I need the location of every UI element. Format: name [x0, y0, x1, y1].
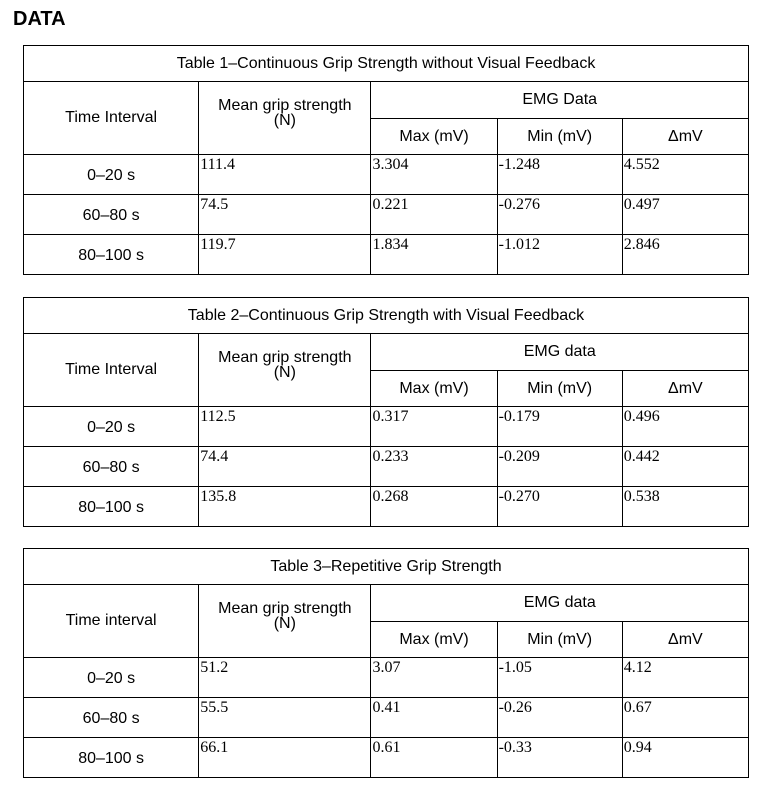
time-interval-cell: 0–20 s [24, 407, 199, 447]
table-row [24, 407, 749, 447]
mean-grip-cell: 51.2 [199, 658, 371, 698]
min-mv-cell: -1.012 [497, 235, 622, 275]
max-mv-cell: 3.07 [371, 658, 497, 698]
delta-mv-cell: 0.538 [622, 487, 748, 527]
mean-header-line1: Mean grip strength [218, 349, 352, 366]
mean-grip-cell: 112.5 [199, 407, 371, 447]
column-header-delta: ΔmV [622, 371, 748, 407]
mean-grip-cell: 119.7 [199, 235, 371, 275]
table-row [24, 155, 749, 195]
time-interval-cell: 0–20 s [24, 658, 199, 698]
table-caption: Table 2–Continuous Grip Strength with Visual Feedback [24, 298, 749, 334]
column-header-time-interval: Time interval [24, 585, 199, 658]
max-mv-cell: 0.233 [371, 447, 497, 487]
column-header-max: Max (mV) [371, 622, 497, 658]
column-header-emg-data: EMG data [371, 334, 749, 371]
column-header-time-interval: Time Interval [24, 334, 199, 407]
mean-header-line1: Mean grip strength [218, 600, 352, 617]
max-mv-cell: 0.268 [371, 487, 497, 527]
table-1 [23, 45, 749, 275]
time-interval-cell: 80–100 s [24, 487, 199, 527]
delta-mv-cell: 0.497 [622, 195, 748, 235]
table-3 [23, 548, 749, 778]
time-interval-cell: 80–100 s [24, 738, 199, 778]
column-header-min: Min (mV) [497, 371, 622, 407]
delta-mv-cell: 0.67 [622, 698, 748, 738]
delta-mv-cell: 0.94 [622, 738, 748, 778]
column-header-time-interval: Time Interval [24, 82, 199, 155]
table-row [24, 698, 749, 738]
mean-grip-cell: 55.5 [199, 698, 371, 738]
column-header-emg-data: EMG data [371, 585, 749, 622]
max-mv-cell: 1.834 [371, 235, 497, 275]
mean-grip-cell: 135.8 [199, 487, 371, 527]
table-row [24, 235, 749, 275]
table-row [24, 447, 749, 487]
time-interval-cell: 60–80 s [24, 698, 199, 738]
delta-mv-cell: 4.552 [622, 155, 748, 195]
mean-grip-cell: 74.4 [199, 447, 371, 487]
table-row [24, 738, 749, 778]
column-header-mean-grip-strength [199, 585, 371, 658]
min-mv-cell: -0.179 [497, 407, 622, 447]
mean-grip-cell: 66.1 [199, 738, 371, 778]
time-interval-cell: 60–80 s [24, 195, 199, 235]
column-header-max: Max (mV) [371, 371, 497, 407]
mean-header-line1: Mean grip strength [218, 97, 352, 114]
min-mv-cell: -1.05 [497, 658, 622, 698]
column-header-emg-data: EMG Data [371, 82, 749, 119]
time-interval-cell: 60–80 s [24, 447, 199, 487]
mean-header-line2: (N) [273, 364, 296, 381]
table-row [24, 487, 749, 527]
table-caption: Table 1–Continuous Grip Strength without Visual Feedback [24, 46, 749, 82]
table-row [24, 195, 749, 235]
time-interval-cell: 80–100 s [24, 235, 199, 275]
table-caption: Table 3–Repetitive Grip Strength [24, 549, 749, 585]
min-mv-cell: -0.33 [497, 738, 622, 778]
min-mv-cell: -0.276 [497, 195, 622, 235]
column-header-delta: ΔmV [622, 622, 748, 658]
max-mv-cell: 0.41 [371, 698, 497, 738]
column-header-mean-grip-strength [199, 82, 371, 155]
column-header-mean-grip-strength [199, 334, 371, 407]
delta-mv-cell: 4.12 [622, 658, 748, 698]
max-mv-cell: 0.317 [371, 407, 497, 447]
min-mv-cell: -1.248 [497, 155, 622, 195]
column-header-max: Max (mV) [371, 119, 497, 155]
delta-mv-cell: 0.496 [622, 407, 748, 447]
time-interval-cell: 0–20 s [24, 155, 199, 195]
mean-header-line2: (N) [273, 112, 296, 129]
max-mv-cell: 0.61 [371, 738, 497, 778]
min-mv-cell: -0.26 [497, 698, 622, 738]
delta-mv-cell: 0.442 [622, 447, 748, 487]
table-2 [23, 297, 749, 527]
table-row [24, 658, 749, 698]
max-mv-cell: 3.304 [371, 155, 497, 195]
page-heading: DATA [13, 8, 66, 30]
min-mv-cell: -0.270 [497, 487, 622, 527]
mean-grip-cell: 74.5 [199, 195, 371, 235]
column-header-min: Min (mV) [497, 119, 622, 155]
column-header-min: Min (mV) [497, 622, 622, 658]
delta-mv-cell: 2.846 [622, 235, 748, 275]
mean-header-line2: (N) [273, 615, 296, 632]
mean-grip-cell: 111.4 [199, 155, 371, 195]
max-mv-cell: 0.221 [371, 195, 497, 235]
min-mv-cell: -0.209 [497, 447, 622, 487]
column-header-delta: ΔmV [622, 119, 748, 155]
